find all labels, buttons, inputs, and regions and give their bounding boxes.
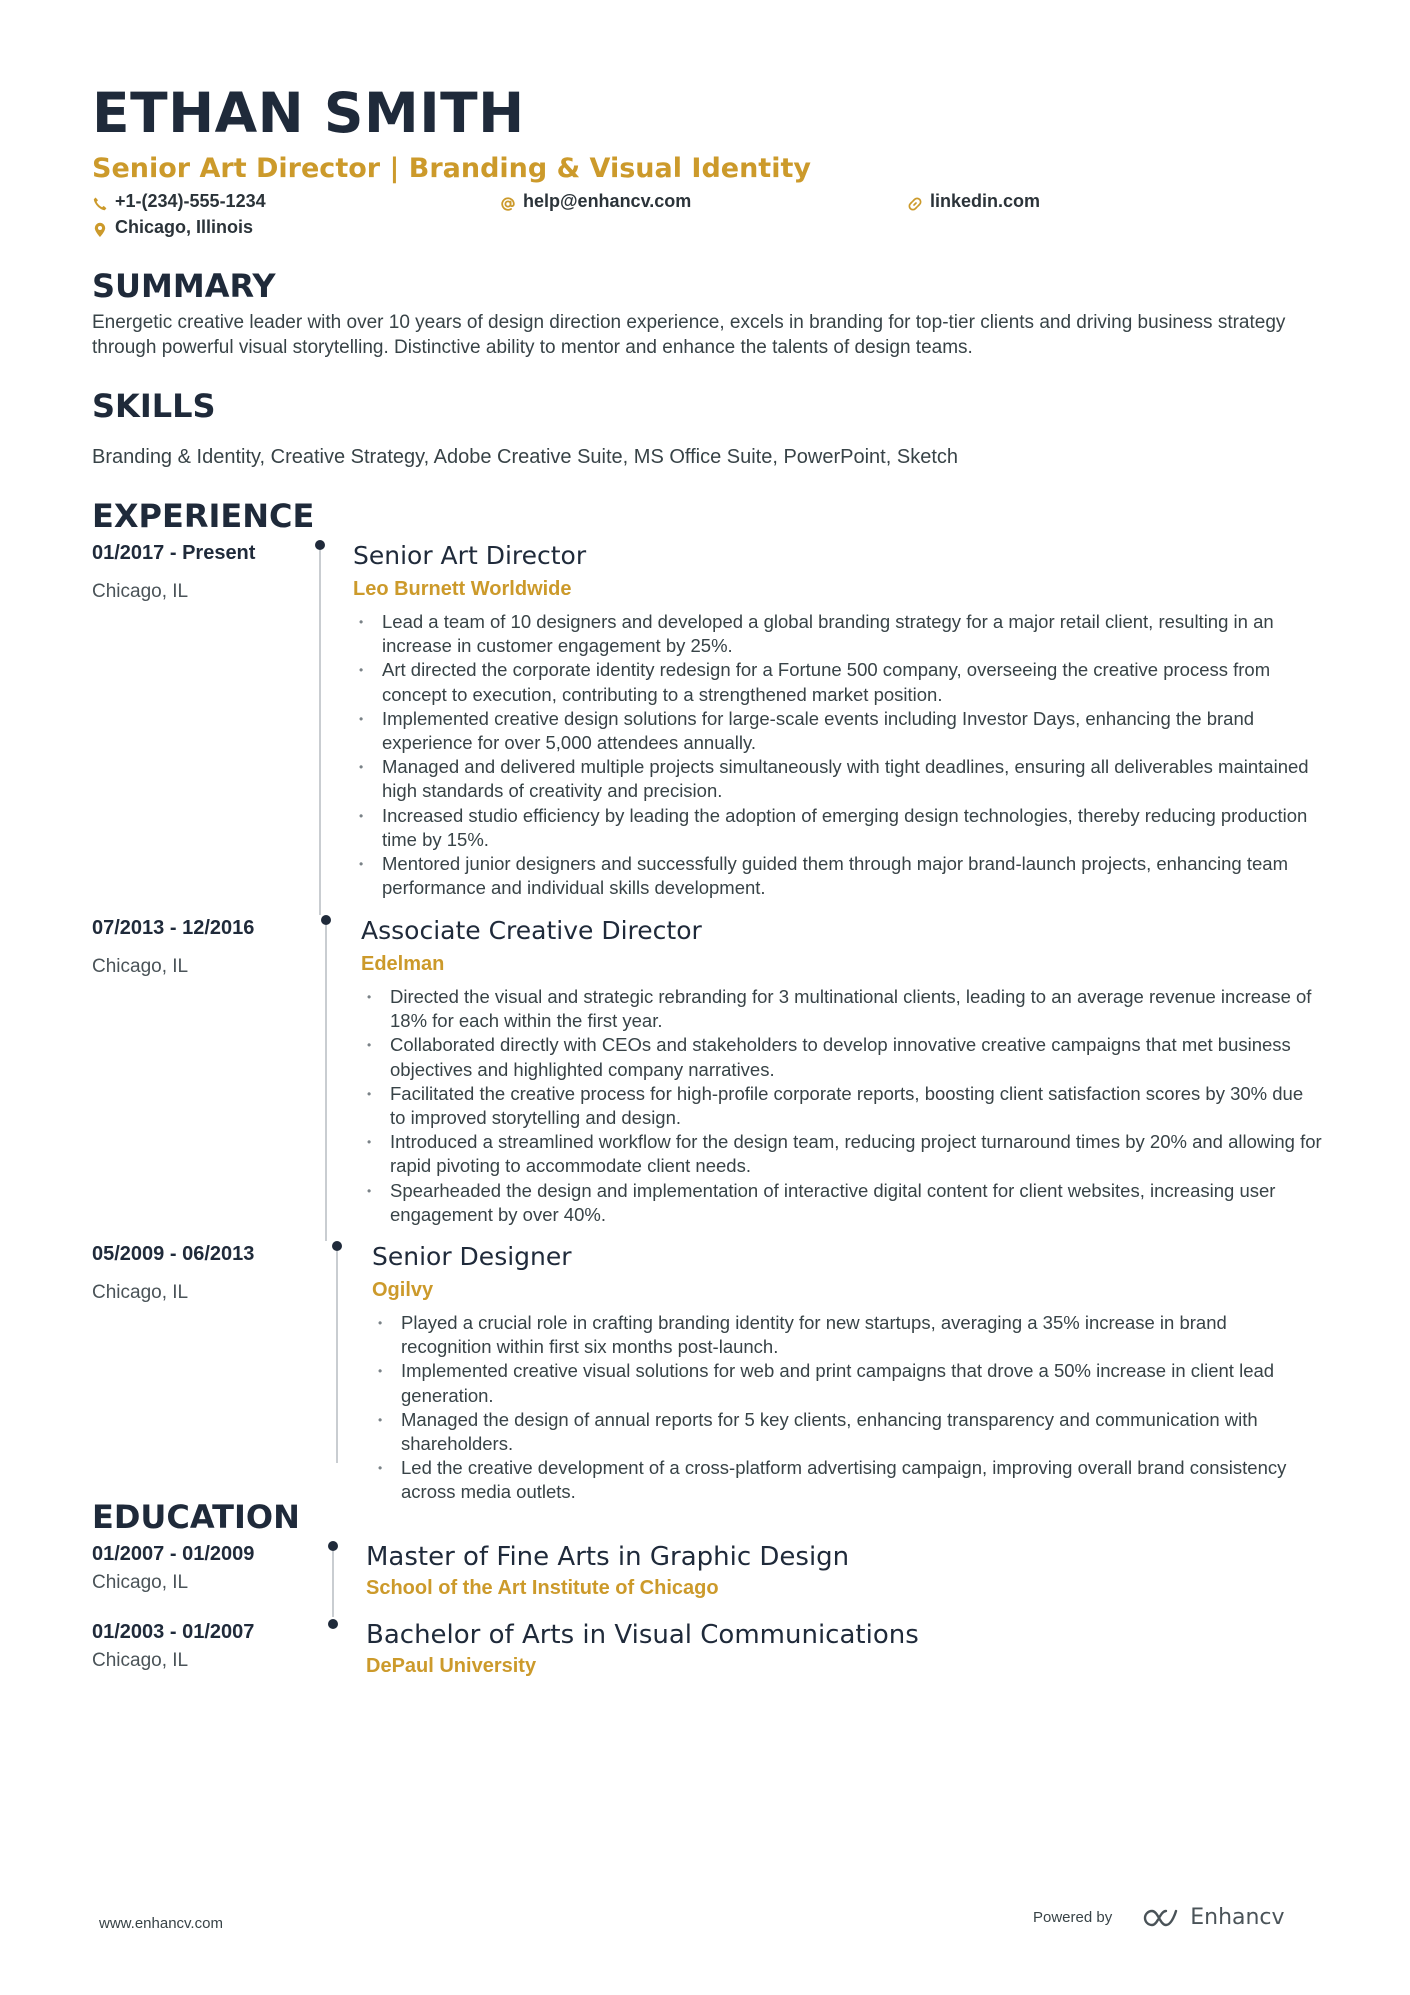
email-address: help@enhancv.com (523, 191, 692, 211)
experience-bullets (353, 610, 1322, 900)
list-item: • Managed the design of annual reports for 5 key clients, enhancing transparency and communication with shareholders. (372, 1408, 1322, 1456)
timeline-line (332, 1551, 334, 1617)
summary-text: Energetic creative leader with over 10 years of design direction experience, excels in branding for top-tier clients and driving business strategy through powerful visual storytelling. Distinctive ability to mentor and enhance the talents of design teams. (92, 312, 1286, 358)
experience-details (361, 915, 1322, 1241)
education-school: DePaul University (366, 1655, 537, 1677)
education-entry (92, 1619, 1322, 1697)
phone-icon (92, 193, 108, 209)
enhancv-wordmark: Enhancv (1190, 1905, 1285, 1930)
timeline-dot (328, 1541, 338, 1551)
experience-company: Edelman (361, 953, 445, 975)
experience-bullets (361, 985, 1322, 1227)
experience-role: Senior Designer (372, 1242, 572, 1271)
link-icon (907, 193, 923, 209)
experience-entry (92, 915, 1322, 1241)
list-item: • Managed and delivered multiple projects simultaneously with tight deadlines, ensuring all deliverables maintained high standards of creativity and precision. (353, 755, 1322, 803)
linkedin-url: linkedin.com (930, 191, 1041, 211)
phone-number: +1-(234)-555-1234 (115, 191, 266, 211)
experience-location: Chicago, IL (92, 1282, 189, 1303)
experience-location: Chicago, IL (92, 956, 189, 977)
contact-info (92, 188, 1322, 244)
experience-entry (92, 540, 1322, 915)
list-item: • Facilitated the creative process for high-profile corporate reports, boosting client satisfaction scores by 30% due to improved storytelling and design. (361, 1082, 1322, 1130)
enhancv-logo[interactable] (1136, 1905, 1284, 1930)
at-sign-icon (500, 193, 516, 209)
list-item: • Mentored junior designers and successfully guided them through major brand-launch projects, enhancing team performance and individual skills development. (353, 852, 1322, 900)
footer-website[interactable]: www.enhancv.com (99, 1915, 223, 1932)
contact-linkedin[interactable] (907, 188, 1040, 214)
education-location: Chicago, IL (92, 1572, 189, 1593)
candidate-name: ETHAN SMITH (92, 81, 525, 145)
education-meta (92, 1619, 375, 1697)
timeline-dot (332, 1241, 342, 1251)
list-item: • Lead a team of 10 designers and developed a global branding strategy for a major retail client, resulting in an increase in customer engagement by 25%. (353, 610, 1322, 658)
list-item: • Led the creative development of a cross-platform advertising campaign, improving overall brand consistency across media outlets. (372, 1456, 1322, 1504)
list-item: • Directed the visual and strategic rebranding for 3 multinational clients, leading to an average revenue increase of 18% for each within the first year. (361, 985, 1322, 1033)
timeline-dot (315, 540, 325, 550)
list-item: • Implemented creative design solutions for large-scale events including Investor Days, enhancing the brand experience for over 5,000 attendees annually. (353, 707, 1322, 755)
education-degree: Bachelor of Arts in Visual Communications (366, 1620, 919, 1650)
experience-bullets (372, 1311, 1322, 1505)
list-item: • Increased studio efficiency by leading the adoption of emerging design technologies, thereby reducing production time by 15%. (353, 804, 1322, 852)
experience-company: Leo Burnett Worldwide (353, 578, 572, 600)
experience-meta (92, 540, 362, 915)
skills-heading: SKILLS (92, 387, 216, 425)
experience-details (372, 1241, 1322, 1521)
enhancv-logo-icon (1136, 1906, 1182, 1930)
education-location: Chicago, IL (92, 1650, 189, 1671)
timeline-line (325, 925, 327, 1241)
footer-branding (1033, 1905, 1285, 1930)
education-details (366, 1619, 1322, 1697)
experience-meta (92, 915, 370, 1241)
contact-location (92, 214, 253, 240)
contact-email[interactable] (500, 188, 691, 214)
experience-role: Senior Art Director (353, 541, 587, 570)
experience-company: Ogilvy (372, 1279, 434, 1301)
education-degree: Master of Fine Arts in Graphic Design (366, 1542, 850, 1572)
powered-by-label: Powered by (1033, 1909, 1113, 1926)
list-item: • Art directed the corporate identity redesign for a Fortune 500 company, overseeing the creative process from concept to execution, contributing to a strengthened market position. (353, 658, 1322, 706)
education-heading: EDUCATION (92, 1498, 300, 1536)
timeline-line (336, 1251, 338, 1463)
list-item: • Introduced a streamlined workflow for the design team, reducing project turnaround times by 20% and allowing for rapid pivoting to accommodate client needs. (361, 1130, 1322, 1178)
experience-dates: 05/2009 - 06/2013 (92, 1243, 255, 1265)
list-item: • Implemented creative visual solutions for web and print campaigns that drove a 50% increase in client lead generation. (372, 1359, 1322, 1407)
timeline-dot (328, 1619, 338, 1629)
education-entry (92, 1541, 1322, 1619)
summary-heading: SUMMARY (92, 267, 276, 305)
education-details (366, 1541, 1322, 1619)
location-pin-icon (92, 219, 108, 235)
education-dates: 01/2007 - 01/2009 (92, 1543, 255, 1565)
experience-dates: 07/2013 - 12/2016 (92, 917, 255, 939)
experience-dates: 01/2017 - Present (92, 542, 256, 564)
education-dates: 01/2003 - 01/2007 (92, 1621, 255, 1643)
list-item: • Spearheaded the design and implementation of interactive digital content for client websites, increasing user engagement by over 40%. (361, 1179, 1322, 1227)
headline: Senior Art Director | Branding & Visual Identity (92, 153, 811, 184)
skills-text: Branding & Identity, Creative Strategy, Adobe Creative Suite, MS Office Suite, PowerPoint, Sketch (92, 446, 958, 468)
location-text: Chicago, Illinois (115, 217, 254, 237)
timeline-dot (321, 915, 331, 925)
resume-page (92, 78, 1322, 1697)
list-item: • Played a crucial role in crafting branding identity for new startups, averaging a 35% increase in brand recognition within first six months post-launch. (372, 1311, 1322, 1359)
education-school: School of the Art Institute of Chicago (366, 1577, 719, 1599)
experience-heading: EXPERIENCE (92, 497, 315, 535)
experience-role: Associate Creative Director (361, 916, 702, 945)
timeline-line (319, 550, 321, 915)
contact-phone[interactable] (92, 188, 266, 214)
experience-entry (92, 1241, 1322, 1521)
experience-details (353, 540, 1322, 915)
experience-location: Chicago, IL (92, 581, 189, 602)
list-item: • Collaborated directly with CEOs and stakeholders to develop innovative creative campaigns that met business objectives and highlighted company narratives. (361, 1033, 1322, 1081)
